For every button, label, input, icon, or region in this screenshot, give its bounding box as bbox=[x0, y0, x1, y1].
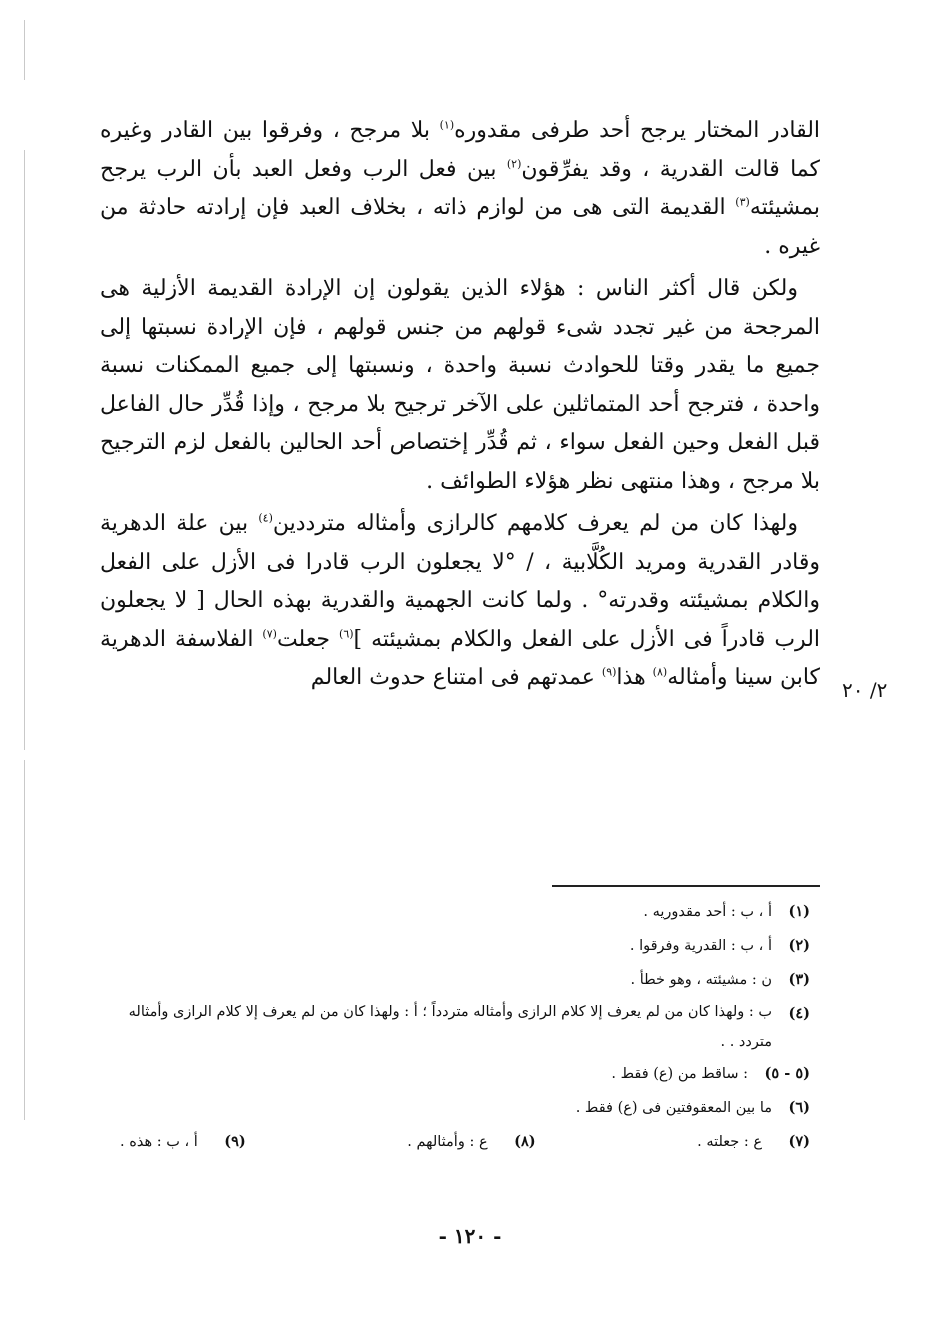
footnote-8: (٨) ع : وأمثالهم . bbox=[407, 1133, 536, 1150]
footnote-9: (٩) أ ، ب : هذه . bbox=[120, 1133, 246, 1150]
footnote-6: (٦) ما بين المعقوفتين فى (ع) فقط . bbox=[575, 1099, 810, 1116]
footnote-4: (٤) ب : ولهذا كان من لم يعرف إلا كلام الرازى وأمثاله متردداً ؛ أ : ولهذا كان من لم يعرف إلا كلام الرازى وأمثاله متردد . . bbox=[128, 1004, 810, 1050]
main-text bbox=[100, 112, 820, 702]
footnote-5: (٥ - ٥) : ساقط من (ع) فقط . bbox=[611, 1065, 810, 1082]
footnote-ref[interactable]: (٦) bbox=[339, 627, 354, 641]
footnote-row-last bbox=[110, 1125, 810, 1159]
gutter-line bbox=[24, 20, 25, 80]
footnote-ref[interactable]: (٣) bbox=[735, 195, 750, 209]
paragraph-1: القادر المختار يرجح أحد طرفى مقدوره$^{(١)}$ بلا مرجح ، وفرقوا بين القادر وغيره كما قالت القدرية ، وقد يفرِّقون$^{(٢)}$ بين فعل الرب وفعل العبد بأن الرب يرجح بمشيئته$^{(٣)}$ القديمة التى هى من لوازم ذاته ، بخلاف العبد فإن إرادته حادثة من غيره . bbox=[100, 118, 821, 259]
margin-reference: ٢/ ٢٠ bbox=[842, 678, 888, 702]
footnote-ref[interactable]: (٧) bbox=[262, 627, 277, 641]
gutter-line bbox=[24, 150, 25, 750]
paragraph-3: ولهذا كان من لم يعرف كلامهم كالرازى وأمثاله مترددين$^{(٤)}$ بين علة الدهرية وقادر القدرية ومريد الكُلَّابية ، / °لا يجعلون الرب قادرا فى الأزل على الفعل والكلام بمشيئته وقدرته° . ولما كانت الجهمية والقدرية بهذه الحال [ لا يجعلون الرب قادراً فى الأزل على الفعل والكلام بمشيئته ]$^{(٦)}$ جعلت$^{(٧)}$ الفلاسفة الدهرية كابن سينا وأمثاله$^{(٨)}$ هذا$^{(٩)}$ عمدتهم فى امتناع حدوث العالم bbox=[100, 511, 821, 690]
gutter-line bbox=[24, 760, 25, 1120]
paragraph-2: ولكن قال أكثر الناس : هؤلاء الذين يقولون إن الإرادة القديمة الأزلية هى المرجحة من غير تجدد شىء قولهم من جنس قولهم ، فإن الإرادة نسبتها إلى جميع ما يقدر وقتا للحوادث نسبة واحدة ، ونسبتها إلى جميع الممكنات نسبة واحدة ، فترجح أحد المتماثلين على الآخر ترجيح بلا مرجح ، وإذا قُدِّر حال الفاعل قبل الفعل وحين الفعل سواء ، ثم قُدِّر إختصاص أحد الحالين بالفعل لزم الترجيح بلا مرجح ، وهذا منتهى نظر هؤلاء الطوائف . bbox=[100, 276, 820, 494]
footnote-2: (٢) أ ، ب : القدرية وفرقوا . bbox=[629, 937, 810, 954]
footnotes bbox=[110, 895, 810, 1159]
footnote-3: (٣) ن : مشيئته ، وهو خطأ . bbox=[630, 971, 810, 988]
page-number: - ١٢٠ - bbox=[438, 1224, 502, 1248]
footnote-1: (١) أ ، ب : أحد مقدوريه . bbox=[643, 903, 810, 920]
footnote-ref[interactable]: (٩) bbox=[601, 665, 617, 679]
footnote-ref[interactable]: (١) bbox=[439, 118, 455, 132]
footnote-ref[interactable]: (٤) bbox=[258, 511, 273, 525]
footnote-7: (٧) ع : جعلته . bbox=[697, 1133, 810, 1150]
footnote-ref[interactable]: (٨) bbox=[652, 665, 668, 679]
footnote-ref[interactable]: (٢) bbox=[506, 157, 522, 171]
footnote-divider bbox=[552, 885, 820, 887]
